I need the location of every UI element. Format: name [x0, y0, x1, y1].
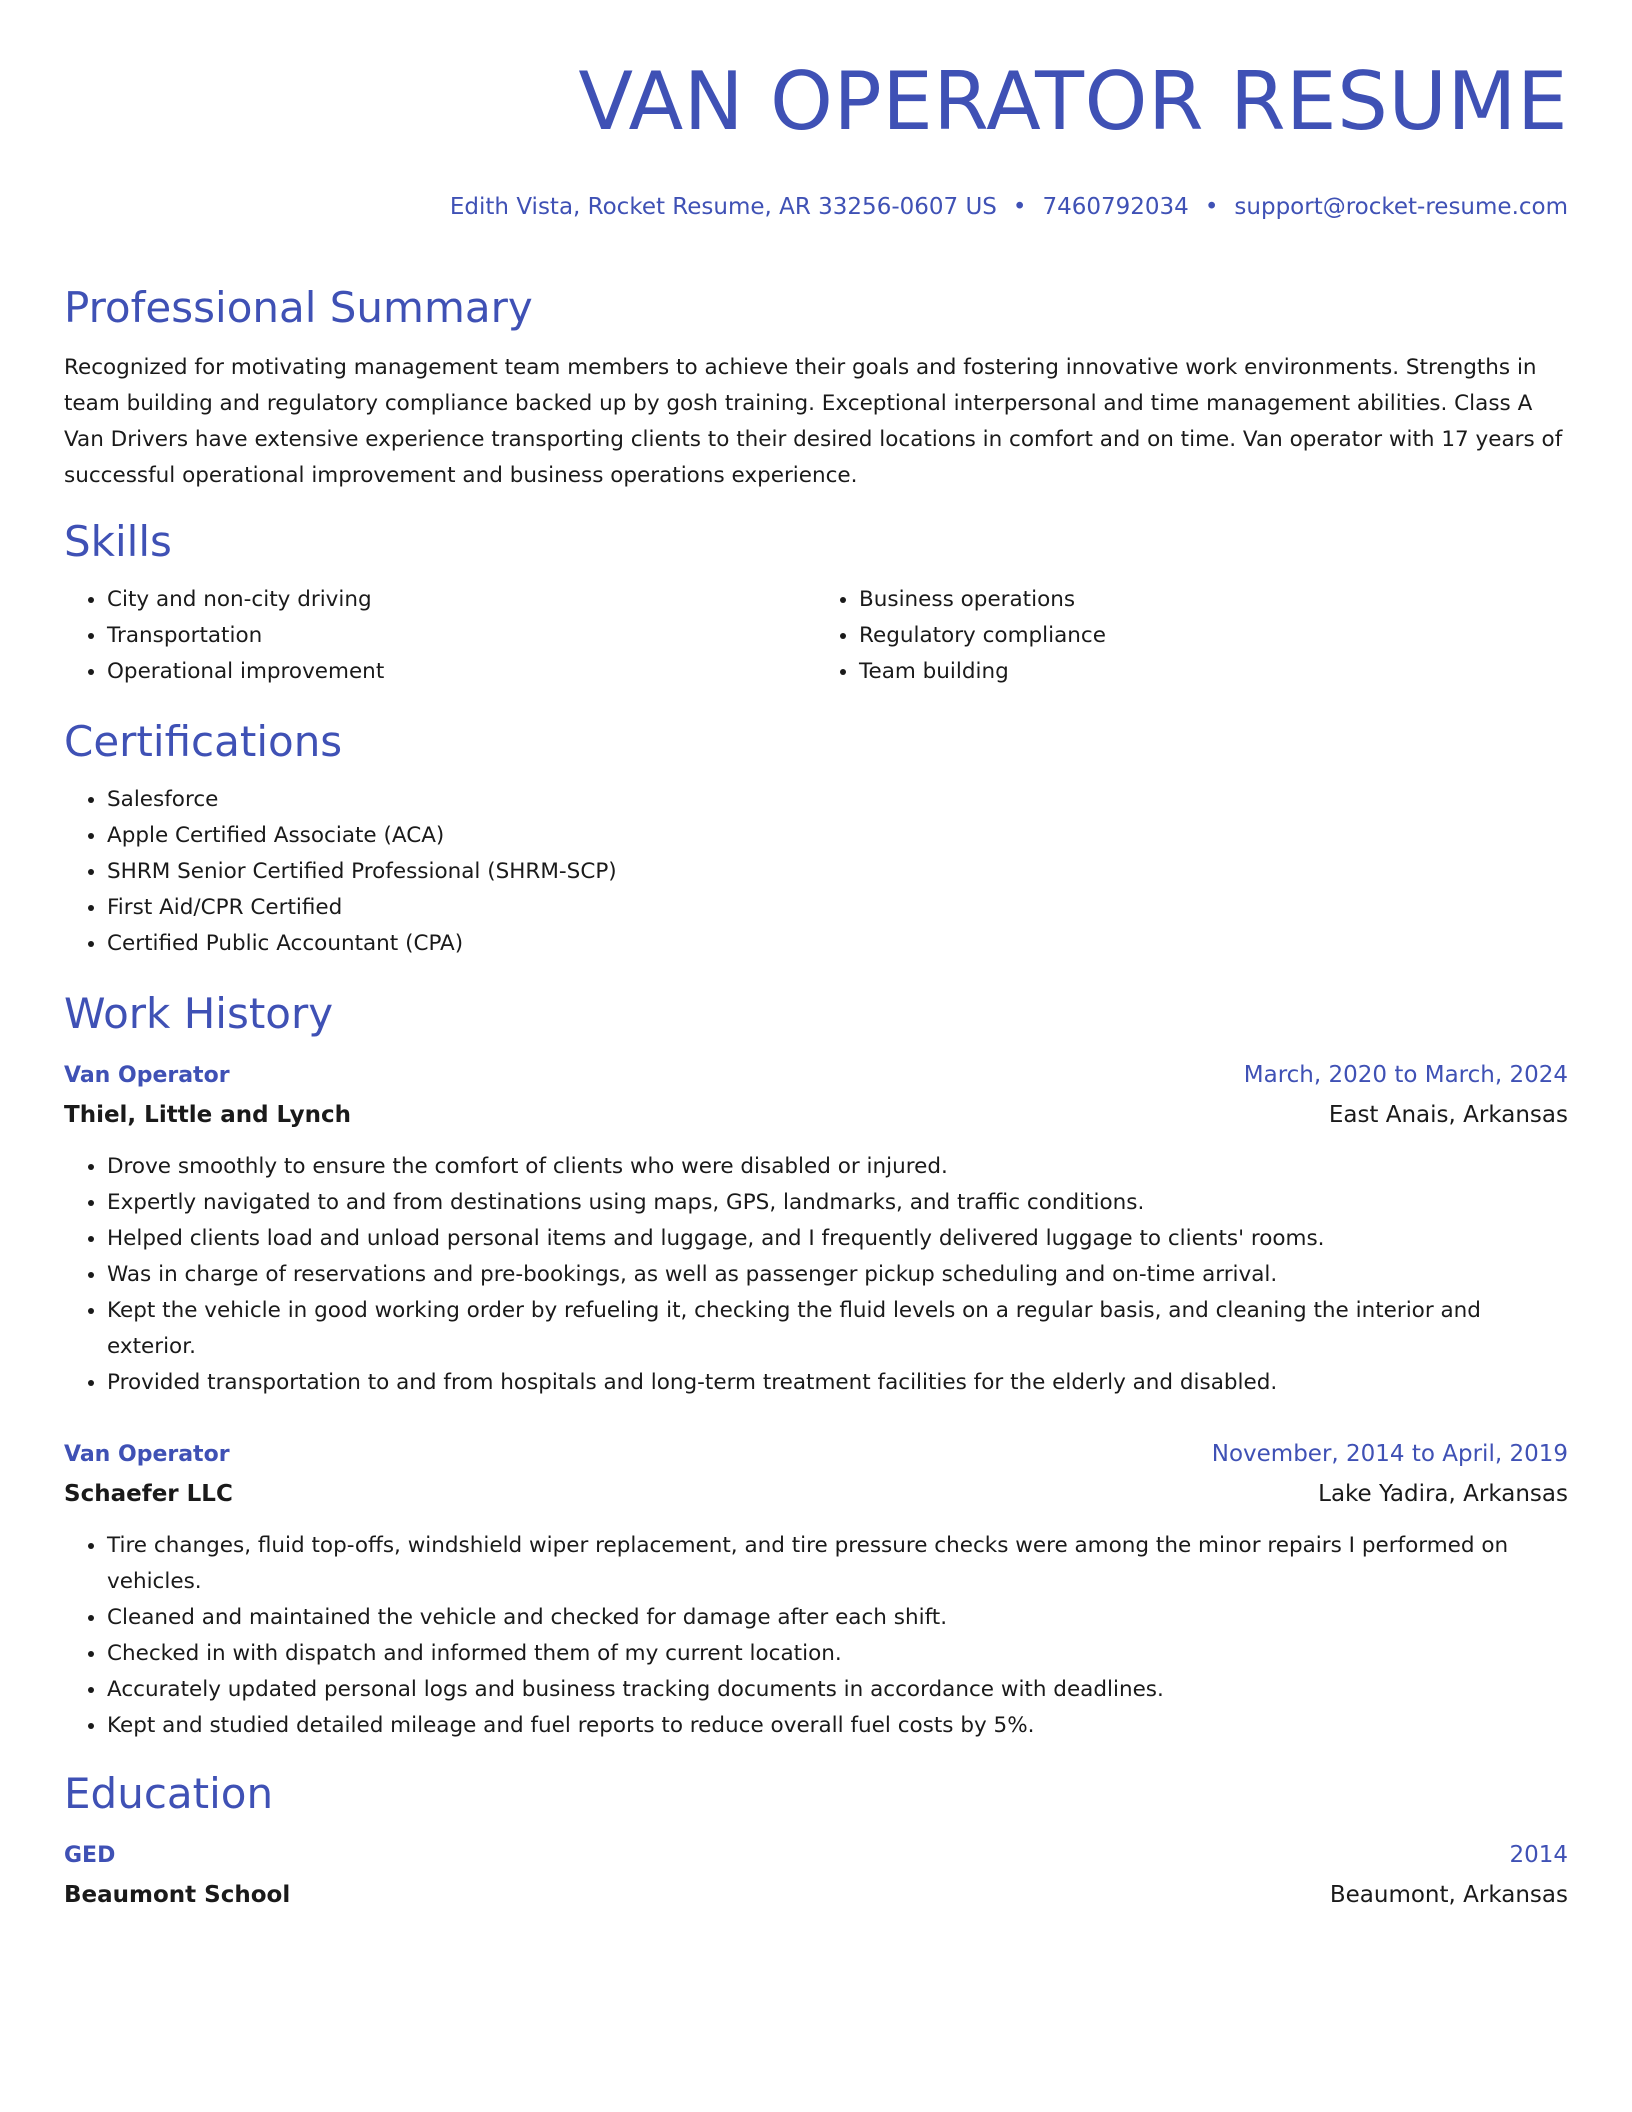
certifications-list — [64, 782, 1568, 962]
job-bullets — [64, 1149, 1568, 1401]
skill-item: • City and non-city driving — [107, 582, 816, 618]
job-entry — [64, 1435, 1568, 1744]
job-bullet: • Was in charge of reservations and pre-bookings, as well as passenger pickup scheduling and on-time arrival. — [107, 1257, 1568, 1293]
skill-item: • Business operations — [859, 582, 1568, 618]
section-heading: Skills — [64, 517, 172, 566]
certification-item: • First Aid/CPR Certified — [107, 890, 1568, 926]
skills-list-left — [64, 582, 816, 690]
certification-item: • Salesforce — [107, 782, 1568, 818]
job-entry — [64, 1056, 1568, 1401]
skill-item: • Transportation — [107, 618, 816, 654]
job-bullet: • Kept the vehicle in good working order by refueling it, checking the fluid levels on a regular basis, and cleaning the interior and exterior. — [107, 1293, 1568, 1365]
skill-item: • Regulatory compliance — [859, 618, 1568, 654]
education-school-row — [64, 1875, 1568, 1915]
job-title-row — [64, 1435, 1568, 1474]
section-heading: Education — [64, 1769, 274, 1818]
separator: • — [1012, 194, 1027, 220]
contact-address: Edith Vista, Rocket Resume, AR 33256-0607 US — [449, 194, 997, 220]
job-dates: March, 2020 to March, 2024 — [1243, 1062, 1568, 1088]
certification-item: • Apple Certified Associate (ACA) — [107, 818, 1568, 854]
education-year: 2014 — [1509, 1842, 1568, 1868]
job-dates: November, 2014 to April, 2019 — [1211, 1441, 1568, 1467]
skills-section — [64, 514, 1568, 690]
job-bullet: • Tire changes, fluid top-offs, windshield wiper replacement, and tire pressure checks were among the minor repairs I performed on vehicles. — [107, 1528, 1568, 1600]
skill-item: • Team building — [859, 654, 1568, 690]
section-heading: Professional Summary — [64, 283, 533, 332]
education-school: Beaumont School — [64, 1882, 291, 1908]
certification-item: • Certified Public Accountant (CPA) — [107, 926, 1568, 962]
education-section — [64, 1766, 1568, 1915]
job-role: Van Operator — [64, 1442, 230, 1467]
job-company-row — [64, 1474, 1568, 1514]
separator: • — [1204, 194, 1219, 220]
job-bullet: • Checked in with dispatch and informed them of my current location. — [107, 1636, 1568, 1672]
job-bullet: • Drove smoothly to ensure the comfort of clients who were disabled or injured. — [107, 1149, 1568, 1185]
job-location: East Anais, Arkansas — [1328, 1102, 1568, 1128]
contact-phone: 7460792034 — [1042, 194, 1189, 220]
job-location: Lake Yadira, Arkansas — [1318, 1481, 1568, 1507]
job-title-row — [64, 1056, 1568, 1095]
skills-list-right — [816, 582, 1568, 690]
contact-line — [64, 192, 1568, 222]
professional-summary-section — [64, 280, 1568, 494]
skill-item: • Operational improvement — [107, 654, 816, 690]
job-bullet: • Helped clients load and unload personal items and luggage, and I frequently delivered luggage to clients' rooms. — [107, 1221, 1568, 1257]
summary-text: Recognized for motivating management team members to achieve their goals and fostering innovative work environments. Strengths in team building and regulatory compliance backed up by gosh training. Exceptional interpersonal and time management abilities. Class A Van Drivers have extensive experience transporting clients to their desired locations in comfort and on time. Van operator with 17 years of successful operational improvement and business operations experience. — [64, 355, 1563, 488]
education-degree: GED — [64, 1843, 116, 1868]
work-history-section — [64, 986, 1568, 1744]
certifications-section — [64, 714, 1568, 962]
page-title: VAN OPERATOR RESUME — [578, 55, 1568, 148]
job-role: Van Operator — [64, 1063, 230, 1088]
job-bullet: • Expertly navigated to and from destinations using maps, GPS, landmarks, and traffic conditions. — [107, 1185, 1568, 1221]
skills-columns — [64, 582, 1568, 690]
certification-item: • SHRM Senior Certified Professional (SHRM-SCP) — [107, 854, 1568, 890]
education-degree-row — [64, 1836, 1568, 1875]
job-bullet: • Cleaned and maintained the vehicle and checked for damage after each shift. — [107, 1600, 1568, 1636]
job-company: Thiel, Little and Lynch — [64, 1102, 352, 1128]
job-bullet: • Accurately updated personal logs and business tracking documents in accordance with deadlines. — [107, 1672, 1568, 1708]
job-company: Schaefer LLC — [64, 1481, 233, 1507]
section-heading: Certifications — [64, 717, 343, 766]
job-bullets — [64, 1528, 1568, 1744]
contact-email: support@rocket-resume.com — [1234, 194, 1568, 220]
education-entry — [64, 1836, 1568, 1915]
education-location: Beaumont, Arkansas — [1329, 1882, 1568, 1908]
job-bullet: • Kept and studied detailed mileage and fuel reports to reduce overall fuel costs by 5%. — [107, 1708, 1568, 1744]
job-company-row — [64, 1095, 1568, 1135]
section-heading: Work History — [64, 989, 334, 1038]
job-bullet: • Provided transportation to and from hospitals and long-term treatment facilities for the elderly and disabled. — [107, 1365, 1568, 1401]
